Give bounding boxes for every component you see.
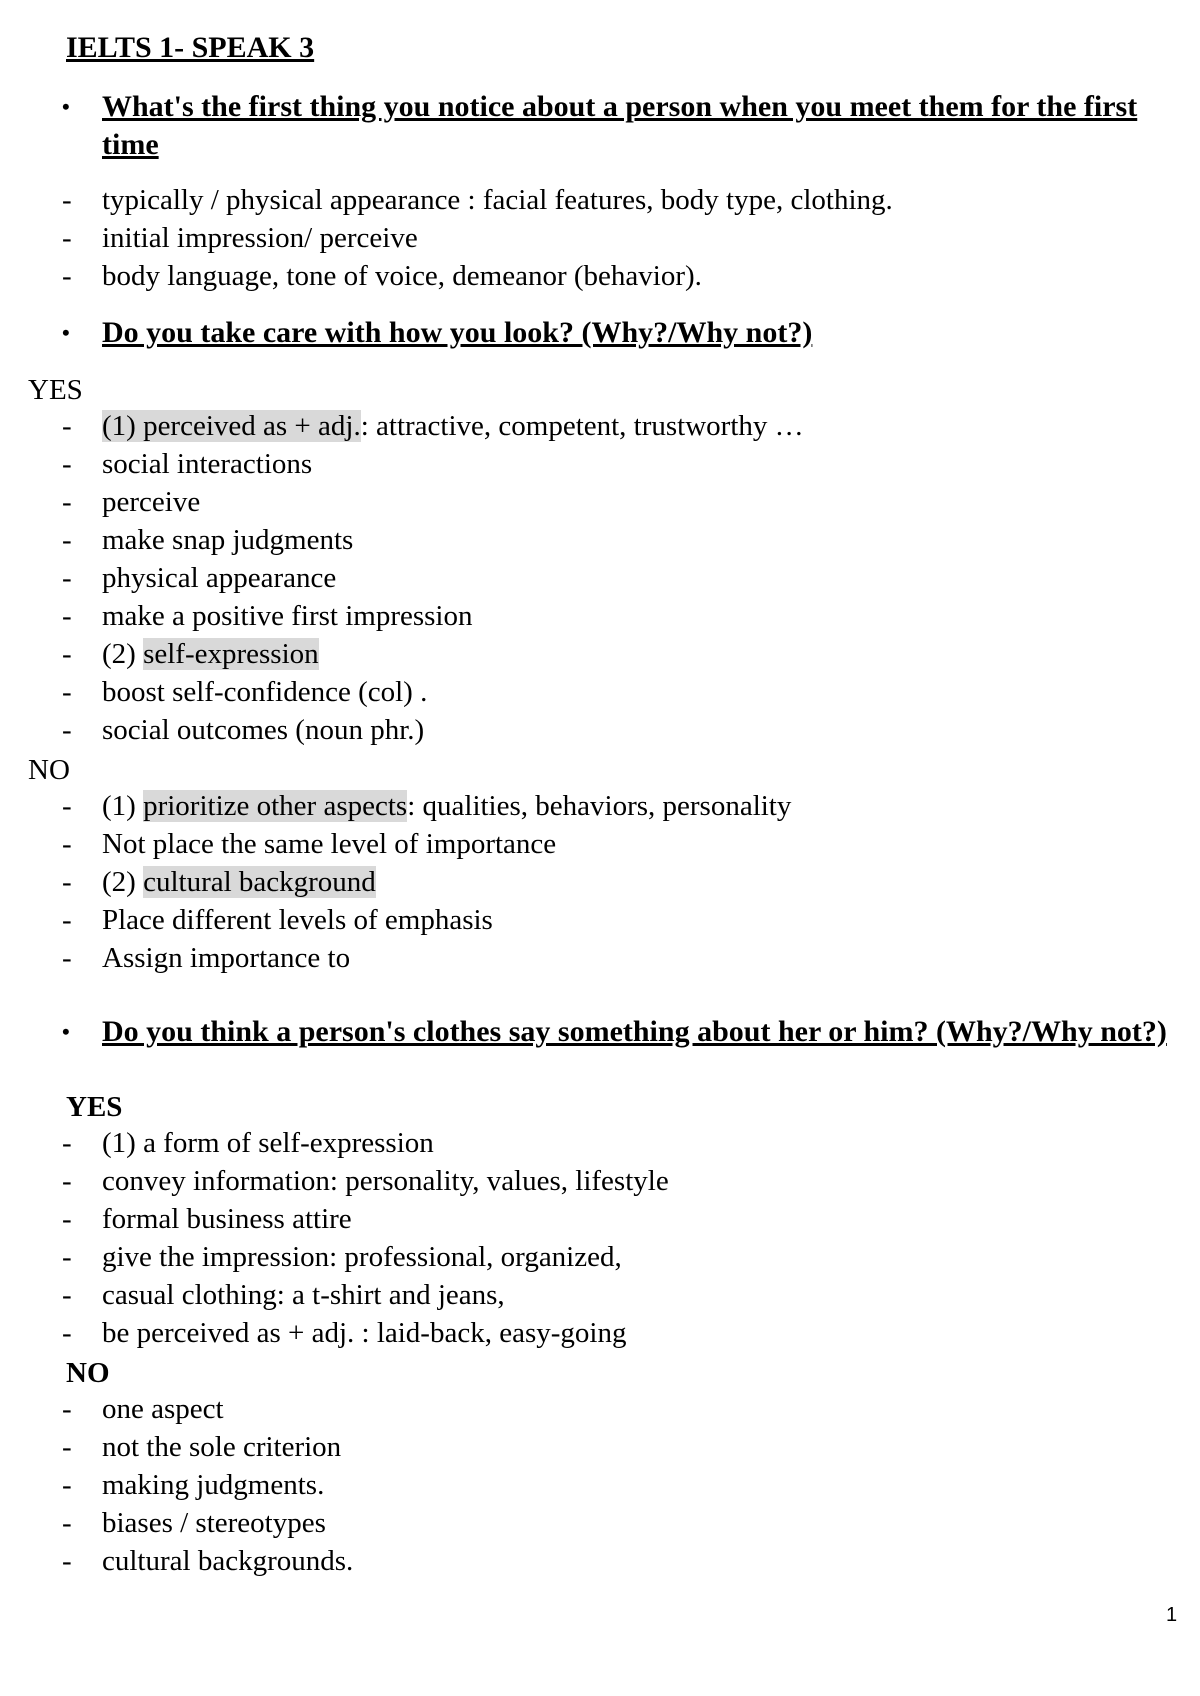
highlighted-term: cultural background	[143, 866, 376, 898]
question-2-text: Do you take care with how you look? (Why?/Why not?)	[102, 316, 813, 349]
bullet-icon: •	[62, 1019, 70, 1044]
question-1	[62, 88, 1172, 164]
document-page: IELTS 1- SPEAK 3 • What's the first thing you notice about a person when you meet them for the first time - typically / physical appearance : facial features, body type, clothing. - initial impression/ perceive - body language, tone of voice, demeanor (behavior). • Do you take care with how you look? (Why?/Why not?) YES - (1) perceived as + adj.: attractive, competent, trustworthy … - social interactions - perceive - make snap judgments - physical appearance - make a positive first impression - (2) self-expression - boost self-confidence (col) . - social outcomes (noun phr.) NO - (1) prioritize other aspects: qualities, behaviors, personality - Not place the same level of importance - (2) cultural background - Place different levels of emphasis - Assign importance to • Do you think a person's clothes say something about her or him? (Why?/Why not?) YES - (1) a form of self-expression - convey information: personality, values, lifestyle - formal business attire - give the impression: professional, organized, - casual clothing: a t-shirt and jeans, - be perceived as + adj. : laid-back, easy-going NO - one aspect - not the sole criterion - making judgments. - biases / stereotypes - cultural backgrounds. 1	[0, 0, 1200, 1696]
q3-no-label: NO	[66, 1357, 110, 1389]
question-3-text: Do you think a person's clothes say something about her or him? (Why?/Why not?)	[102, 1015, 1167, 1048]
page-number: 1	[1166, 1604, 1178, 1626]
question-1-text: What's the first thing you notice about a person when you meet them for the first time	[102, 90, 1138, 161]
bullet-icon: •	[62, 94, 70, 119]
bullet-icon: •	[62, 320, 70, 345]
question-2	[62, 314, 1172, 352]
q2-no-label: NO	[28, 754, 70, 786]
document-title: IELTS 1- SPEAK 3	[66, 31, 315, 64]
question-3	[62, 1013, 1172, 1051]
q3-yes-label: YES	[66, 1091, 123, 1123]
highlighted-term: (1) perceived as + adj.	[102, 410, 361, 442]
highlighted-term: self-expression	[143, 638, 319, 670]
q2-yes-label: YES	[28, 374, 83, 406]
highlighted-term: prioritize other aspects	[143, 790, 408, 822]
